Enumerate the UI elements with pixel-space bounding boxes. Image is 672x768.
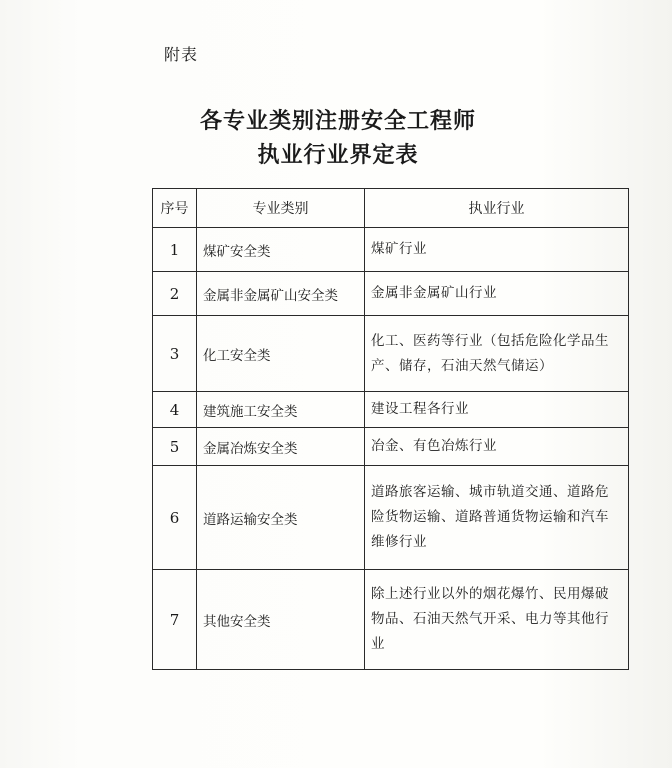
- document-title-line1: 各专业类别注册安全工程师: [199, 108, 476, 134]
- row-industry: 道路旅客运输、城市轨道交通、道路危险货物运输、道路普通货物运输和汽车维修行业: [365, 466, 629, 570]
- row-number: 1: [153, 228, 197, 272]
- table-header-row: [153, 189, 629, 228]
- column-header-industry: 执业行业: [365, 189, 629, 228]
- row-category: 建筑施工安全类: [197, 392, 365, 428]
- industry-definition-table: [152, 188, 629, 670]
- table-row: [153, 466, 629, 570]
- table-row: [153, 428, 629, 466]
- appendix-label: 附表: [164, 45, 199, 64]
- row-industry: 建设工程各行业: [365, 392, 629, 428]
- table-row: [153, 570, 629, 670]
- document-title-line2: 执业行业界定表: [257, 142, 419, 168]
- table-row: [153, 228, 629, 272]
- row-number: 2: [153, 272, 197, 316]
- column-header-category: 专业类别: [197, 189, 365, 228]
- row-number: 6: [153, 466, 197, 570]
- table-row: [153, 392, 629, 428]
- row-category: 化工安全类: [197, 316, 365, 392]
- row-industry: 除上述行业以外的烟花爆竹、民用爆破物品、石油天然气开采、电力等其他行业: [365, 570, 629, 670]
- row-number: 5: [153, 428, 197, 466]
- row-industry: 金属非金属矿山行业: [365, 272, 629, 316]
- row-number: 3: [153, 316, 197, 392]
- row-category: 煤矿安全类: [197, 228, 365, 272]
- row-category: 金属非金属矿山安全类: [197, 272, 365, 316]
- row-number: 4: [153, 392, 197, 428]
- row-category: 其他安全类: [197, 570, 365, 670]
- row-number: 7: [153, 570, 197, 670]
- row-category: 金属冶炼安全类: [197, 428, 365, 466]
- row-category: 道路运输安全类: [197, 466, 365, 570]
- table-row: [153, 316, 629, 392]
- row-industry: 冶金、有色冶炼行业: [365, 428, 629, 466]
- table-row: [153, 272, 629, 316]
- row-industry: 煤矿行业: [365, 228, 629, 272]
- column-header-number: 序号: [153, 189, 197, 228]
- row-industry: 化工、医药等行业（包括危险化学品生产、储存，石油天然气储运）: [365, 316, 629, 392]
